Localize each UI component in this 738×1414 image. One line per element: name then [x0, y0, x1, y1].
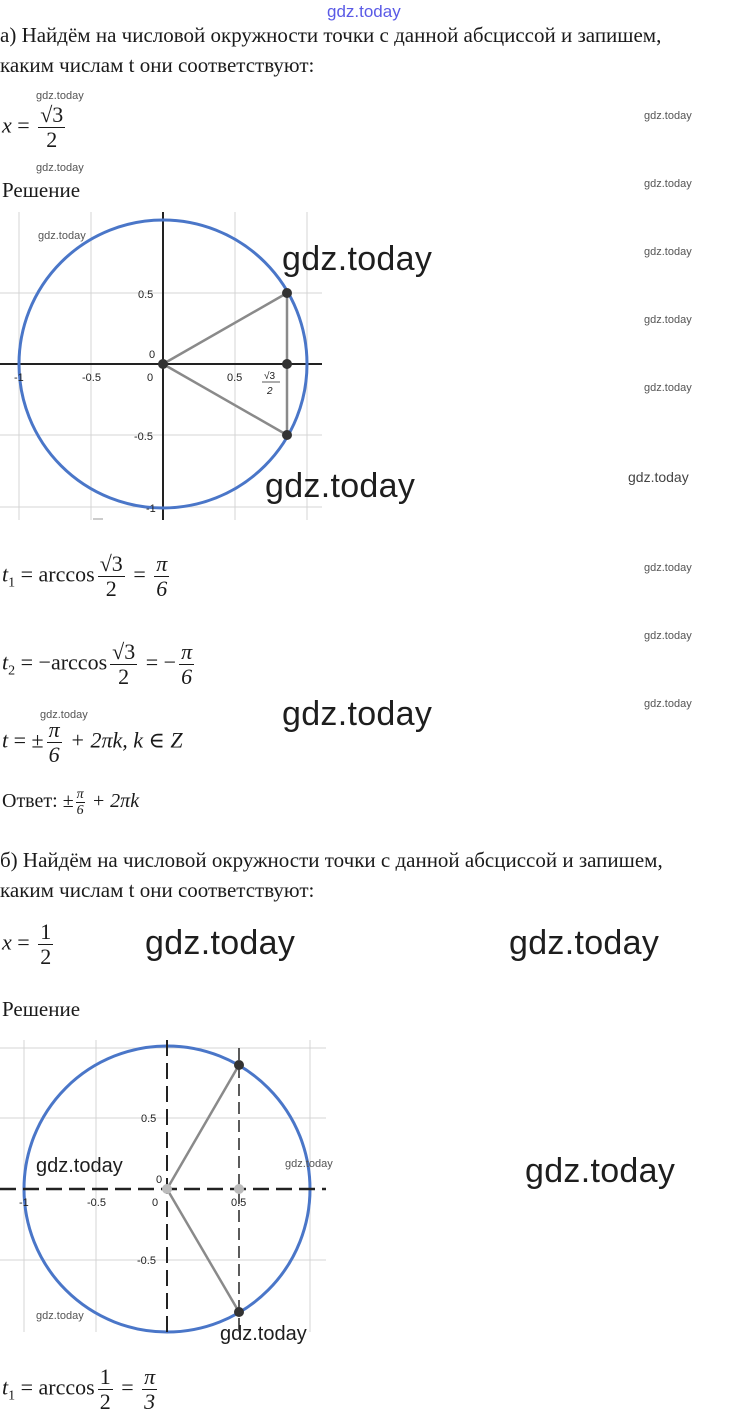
solution-a-label: Решение	[2, 178, 81, 202]
eq-b-t1-den: 2	[99, 1389, 111, 1414]
graph-b-origin-label: 0	[156, 1174, 163, 1186]
watermark-large: gdz.today	[265, 467, 416, 505]
eq-a-t1	[2, 552, 172, 601]
eq-a-t2-rnum: π	[181, 639, 193, 664]
answer-a-num: π	[76, 787, 84, 802]
watermark-small: gdz.today	[36, 162, 84, 174]
graph-a-xtick: 0.5	[227, 372, 243, 384]
given-a-fraction	[38, 103, 65, 152]
graph-a-xtick: 0	[147, 372, 154, 384]
watermark-medium: gdz.today	[36, 1155, 123, 1177]
given-b-var: x	[2, 929, 12, 955]
graph-a-sqrt-label-den: 2	[267, 386, 273, 397]
watermark-small: gdz.today	[644, 630, 692, 642]
eq-a-t1-num: √3	[99, 551, 123, 576]
answer-a-den: 6	[76, 803, 84, 818]
watermark-small: gdz.today	[285, 1158, 333, 1170]
given-b-eq: =	[17, 929, 30, 955]
eq-a-t2-sub: 2	[8, 663, 16, 679]
watermark-large: gdz.today	[282, 695, 433, 733]
eq-a-t2-fn: −arccos	[38, 649, 108, 675]
watermark-medium: gdz.today	[220, 1323, 307, 1345]
watermark-small: gdz.today	[644, 110, 692, 122]
eq-b-t1-var: t	[2, 1374, 9, 1400]
graph-a-point-upper	[282, 288, 292, 298]
eq-a-t1-den: 2	[105, 576, 117, 601]
graph-b-origin-point	[162, 1184, 172, 1194]
graph-b-ytick: -0.5	[137, 1255, 156, 1267]
watermark-large: gdz.today	[145, 924, 296, 962]
graph-a-origin-label: 0	[149, 349, 156, 361]
graph-a-xtick: -0.5	[82, 372, 101, 384]
eq-b-t1-sub: 1	[8, 1388, 16, 1404]
eq-b-t1-num: 1	[99, 1364, 111, 1389]
graph-b-xtick: -0.5	[87, 1197, 106, 1209]
graph-b-xtick: 0.5	[231, 1197, 247, 1209]
eq-a-general-den: 6	[48, 742, 60, 767]
graph-a-point-axis	[282, 359, 292, 369]
eq-a-general-tail: + 2πk, k ∈ Z	[70, 727, 183, 753]
graph-a-xtick: -1	[14, 372, 24, 384]
graph-b-xtick: 0	[152, 1197, 159, 1209]
graph-a-ytick: -1	[146, 503, 156, 515]
eq-a-t1-rnum: π	[156, 551, 168, 576]
given-b-numerator: 1	[40, 919, 52, 944]
watermark-large: gdz.today	[282, 240, 433, 278]
task-a-line1: а) Найдём на числовой окружности точки с данной абсциссой и запишем,	[0, 23, 662, 47]
eq-a-t2-eq: =	[20, 649, 34, 675]
eq-a-general-num: π	[48, 717, 60, 742]
eq-a-t1-eq: =	[20, 561, 34, 587]
eq-b-t1-frac	[98, 1365, 113, 1414]
eq-b-t1-rnum: π	[144, 1364, 156, 1389]
watermark-medium: gdz.today	[628, 469, 689, 485]
graph-b-point-axis	[234, 1184, 244, 1194]
eq-a-t2-frac	[110, 640, 137, 689]
graph-a-point-lower	[282, 430, 292, 440]
eq-b-t1-result	[142, 1365, 157, 1414]
watermark-small: gdz.today	[40, 709, 88, 721]
given-a-numerator: √3	[40, 102, 64, 127]
watermark-small: gdz.today	[644, 382, 692, 394]
eq-a-general-pm: ±	[31, 727, 44, 753]
watermark-small: gdz.today	[644, 314, 692, 326]
eq-a-t2	[2, 640, 197, 689]
eq-b-t1-fn: arccos	[38, 1374, 95, 1400]
graph-a-origin-point	[158, 359, 168, 369]
given-b-fraction	[38, 920, 53, 969]
eq-a-t2-result	[179, 640, 194, 689]
graph-b-point-lower	[234, 1307, 244, 1317]
graph-b-ytick: 0.5	[141, 1113, 157, 1125]
graph-a-sqrt-label-num: √3	[264, 371, 276, 382]
watermark-large: gdz.today	[525, 1152, 676, 1190]
eq-b-t1	[2, 1365, 160, 1414]
eq-a-t1-fn: arccos	[38, 561, 95, 587]
unit-circle-graph-b	[0, 1040, 332, 1336]
graph-b-xtick: -1	[19, 1197, 29, 1209]
answer-a-tail: + 2πk	[91, 790, 140, 813]
watermark-small: gdz.today	[644, 178, 692, 190]
watermark-top: gdz.today	[327, 2, 401, 21]
answer-a-label: Ответ:	[2, 790, 58, 813]
eq-a-t2-eq2: =	[145, 649, 159, 675]
answer-a-pm: ±	[62, 790, 74, 813]
task-b-line1: б) Найдём на числовой окружности точки с данной абсциссой и запишем,	[0, 848, 663, 872]
task-b-line2: каким числам t они соответствуют:	[0, 878, 315, 902]
eq-b-t1-eq: =	[20, 1374, 34, 1400]
eq-a-t2-den: 2	[118, 664, 130, 689]
graph-b-point-upper	[234, 1060, 244, 1070]
given-b-denominator: 2	[40, 944, 52, 969]
watermark-small: gdz.today	[644, 698, 692, 710]
eq-a-general-eq: =	[13, 727, 27, 753]
given-a	[2, 103, 68, 152]
eq-a-t1-result	[154, 552, 169, 601]
watermark-large: gdz.today	[509, 924, 660, 962]
solution-b-label: Решение	[2, 997, 81, 1021]
eq-a-t2-var: t	[2, 649, 9, 675]
eq-a-t1-sub: 1	[8, 575, 16, 591]
given-a-denominator: 2	[46, 127, 58, 152]
eq-a-t1-rden: 6	[156, 576, 168, 601]
given-a-eq: =	[17, 112, 30, 138]
eq-a-general	[2, 718, 183, 767]
watermark-small: gdz.today	[38, 230, 86, 242]
graph-a-ytick: 0.5	[138, 289, 154, 301]
eq-a-t2-rden: 6	[181, 664, 193, 689]
eq-a-t1-var: t	[2, 561, 9, 587]
watermark-small: gdz.today	[644, 246, 692, 258]
eq-a-t1-frac	[98, 552, 125, 601]
task-a-line2: каким числам t они соответствуют:	[0, 53, 315, 77]
eq-a-general-var: t	[2, 727, 9, 753]
graph-a-ytick: -0.5	[134, 431, 153, 443]
given-b	[2, 920, 56, 969]
given-a-var: x	[2, 112, 12, 138]
watermark-small: gdz.today	[644, 562, 692, 574]
watermark-small: gdz.today	[36, 1310, 84, 1322]
eq-a-t1-eq2: =	[133, 561, 146, 587]
graph-b-rays	[167, 1065, 239, 1312]
eq-a-t2-minus: −	[163, 649, 177, 675]
eq-a-t2-num: √3	[112, 639, 136, 664]
watermark-small: gdz.today	[36, 90, 84, 102]
eq-b-t1-eq2: =	[121, 1374, 134, 1400]
eq-b-t1-rden: 3	[144, 1389, 156, 1414]
answer-a-frac	[76, 787, 85, 818]
eq-a-general-frac	[47, 718, 62, 767]
answer-a	[2, 787, 139, 818]
